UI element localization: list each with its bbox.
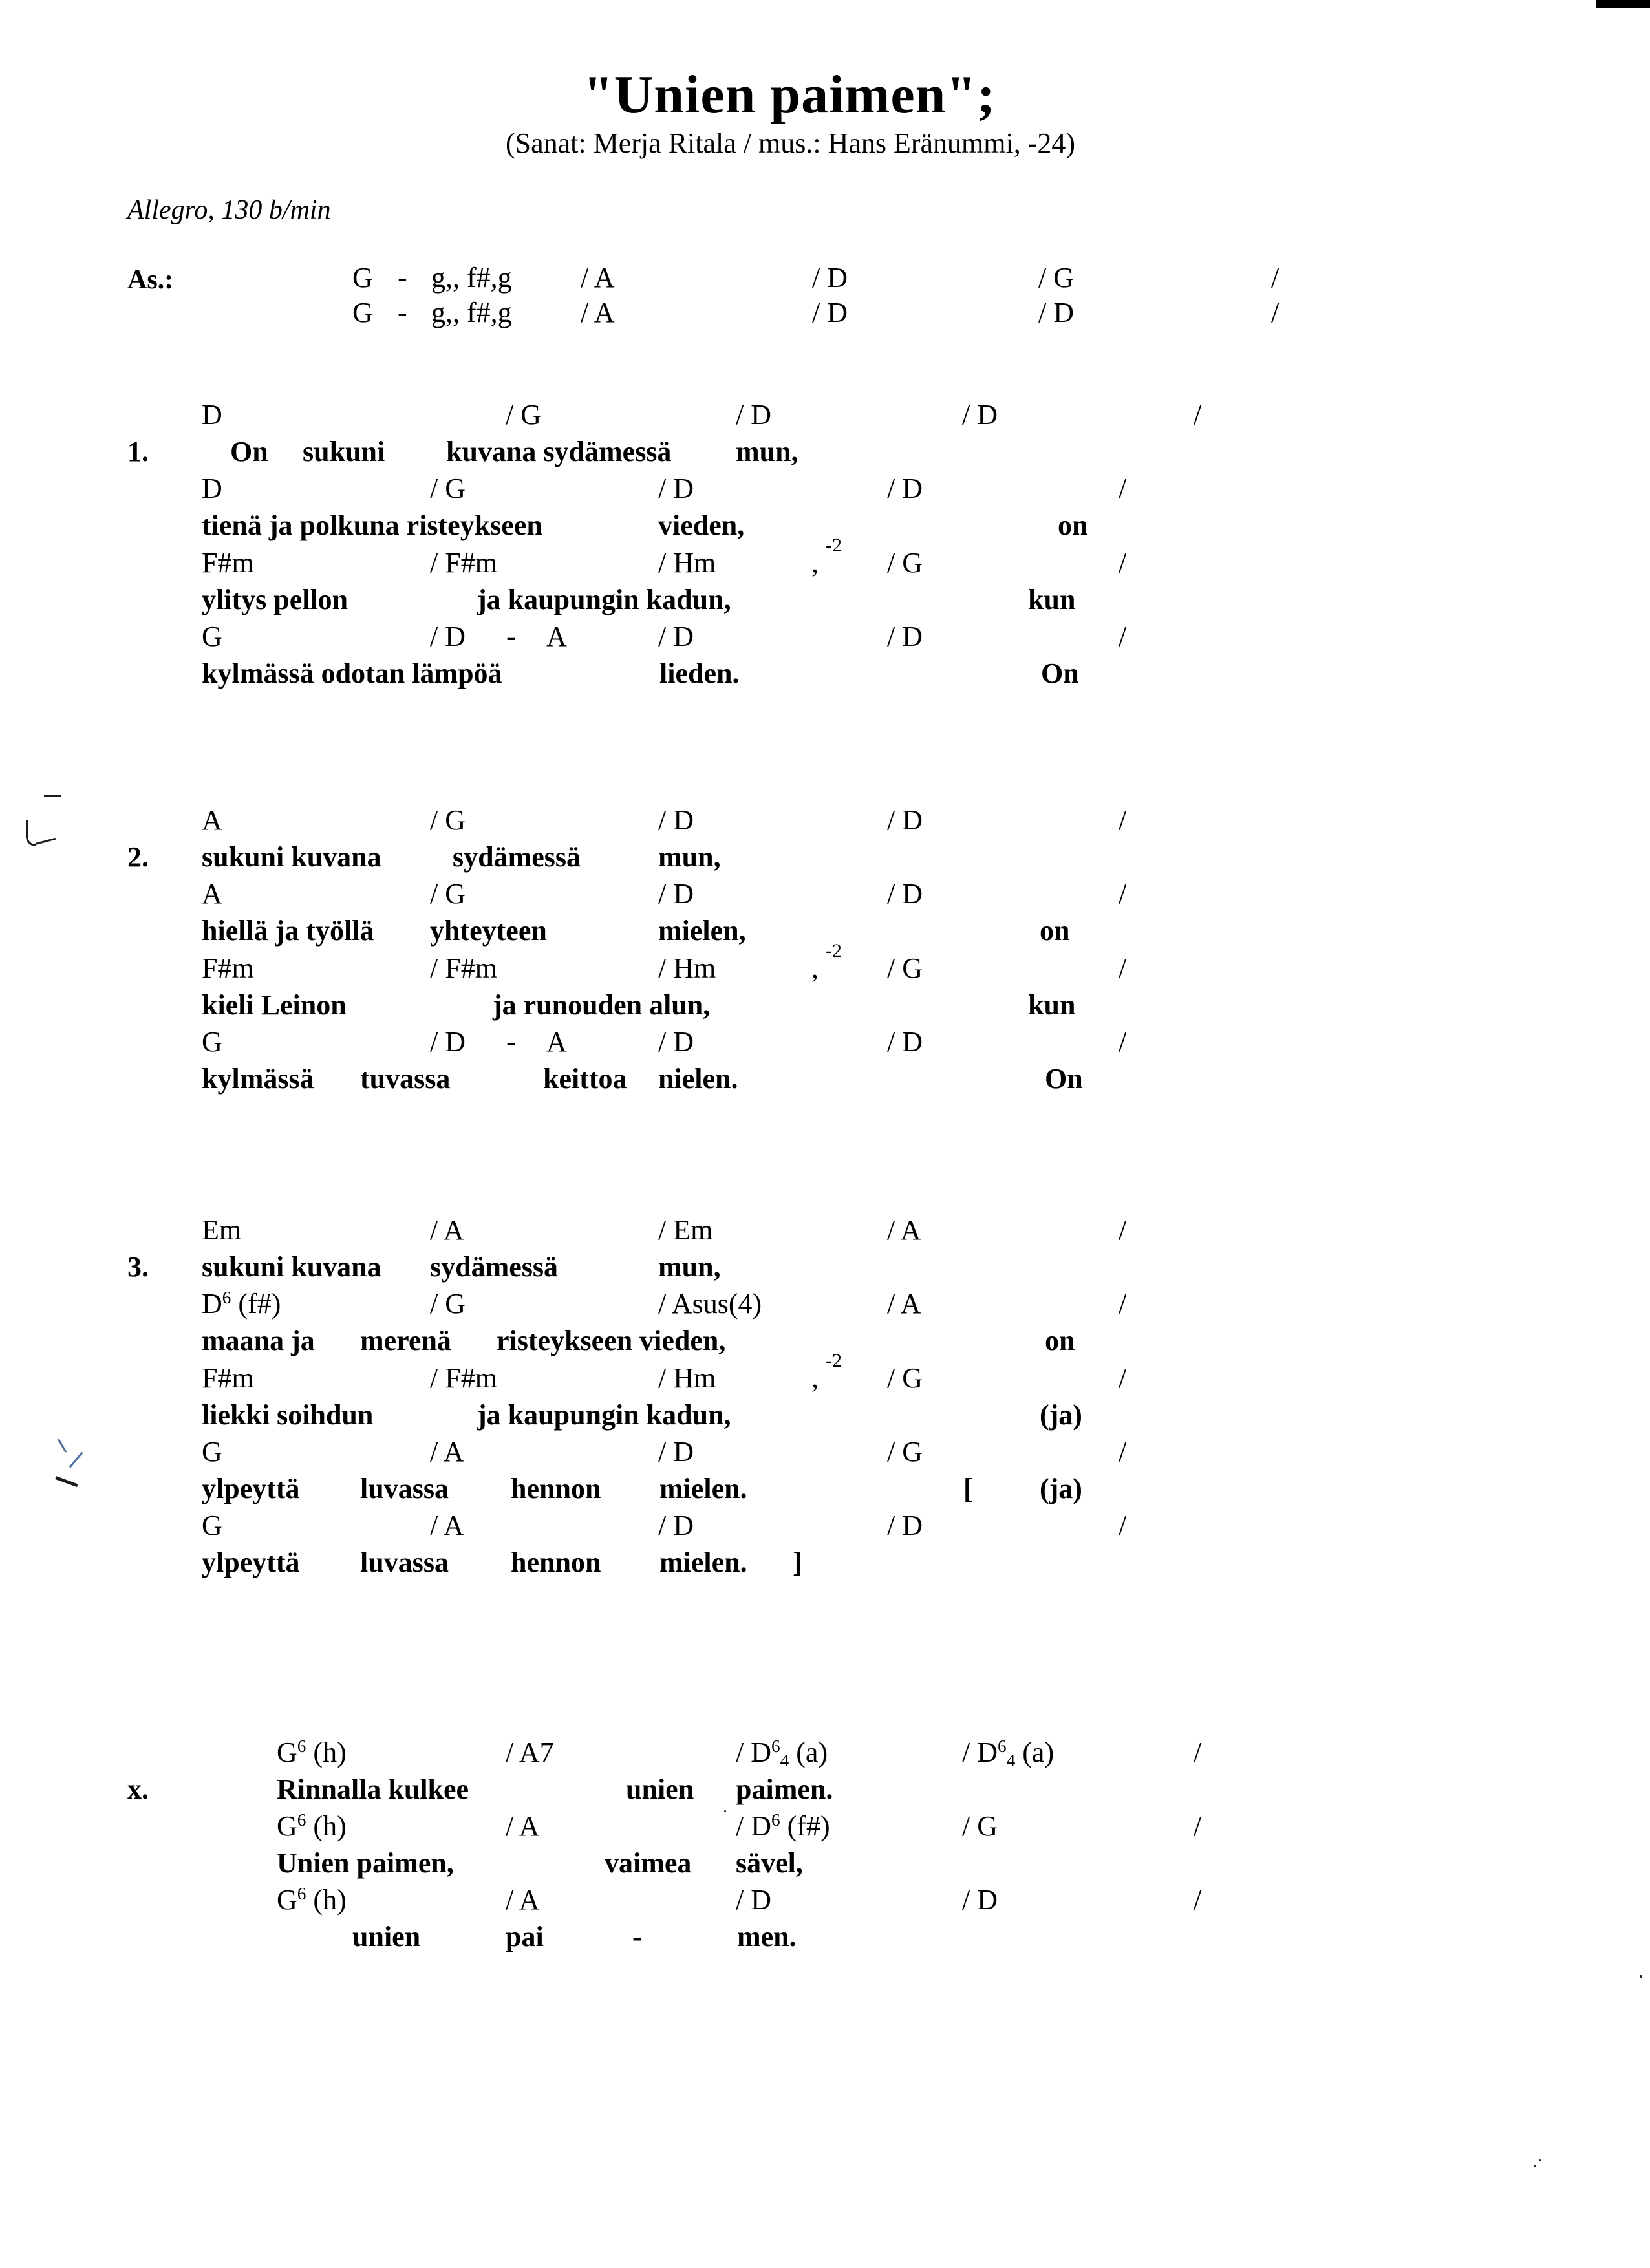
lyric: maana ja xyxy=(202,1325,315,1356)
lyric: mun, xyxy=(736,436,798,467)
chord-subscript: 4 xyxy=(1006,1750,1016,1770)
lyric: kylmässä odotan lämpöä xyxy=(202,658,502,689)
lyric: (ja) xyxy=(1040,1399,1082,1431)
chord: / D xyxy=(430,621,466,652)
chord: G xyxy=(202,1510,222,1541)
chord-bass: (f#) xyxy=(238,1288,281,1320)
lyric: On xyxy=(1041,658,1079,689)
chord: / D xyxy=(962,399,998,431)
chord: / D xyxy=(887,473,923,504)
intro-chord: / D xyxy=(812,297,848,328)
chord-bass: (a) xyxy=(796,1737,828,1768)
margin-ink-mark xyxy=(69,1452,83,1468)
chord-root: / D xyxy=(736,1737,771,1768)
lyric: ylpeyttä xyxy=(202,1546,300,1578)
chord: / D xyxy=(658,878,694,910)
lyric: On xyxy=(1045,1063,1083,1095)
lyric: on xyxy=(1045,1325,1075,1356)
lyric: Rinnalla kulkee xyxy=(277,1773,469,1805)
bar-slash: / xyxy=(1119,1214,1127,1246)
dash: - xyxy=(506,621,516,652)
chord: / Em xyxy=(658,1214,713,1246)
lyric: ja kaupungin kadun, xyxy=(477,1399,731,1431)
intro-notes: g,, f#,g xyxy=(431,262,512,294)
chord: F#m xyxy=(202,952,254,984)
lyric: hennon xyxy=(511,1473,601,1504)
bar-slash: / xyxy=(1119,621,1127,652)
lyric: sydämessä xyxy=(430,1251,559,1283)
lyric: hiellä ja työllä xyxy=(202,915,374,947)
comma-mark: , xyxy=(811,1362,819,1394)
chord: / G xyxy=(887,1436,923,1468)
minus-two-mark: -2 xyxy=(826,940,842,961)
lyric: unien xyxy=(626,1773,694,1805)
chord-bass: (h) xyxy=(313,1884,347,1916)
lyric: mun, xyxy=(658,1251,721,1283)
verse-number: 2. xyxy=(127,841,149,873)
bar-slash: / xyxy=(1119,878,1127,910)
lyric: unien xyxy=(352,1921,421,1952)
scan-speck xyxy=(1534,2165,1536,2167)
bar-slash: / xyxy=(1271,262,1280,294)
chord: / Asus(4) xyxy=(658,1288,762,1320)
chord: / Hm xyxy=(658,952,716,984)
lyric: lieden. xyxy=(659,658,740,689)
chord: / D xyxy=(887,1026,923,1058)
chord-root: D xyxy=(202,1288,222,1320)
lyric: sävel, xyxy=(736,1847,803,1879)
intro-chord: / G xyxy=(1038,262,1074,294)
lyric: ylpeyttä xyxy=(202,1473,300,1504)
chord: / D xyxy=(430,1026,466,1058)
verse-number: 3. xyxy=(127,1251,149,1283)
chord-superscript: 6 xyxy=(771,1737,780,1756)
lyric: risteykseen vieden, xyxy=(497,1325,726,1356)
bar-slash: / xyxy=(1119,952,1127,984)
lyric: keittoa xyxy=(543,1063,627,1095)
intro-notes: g,, f#,g xyxy=(431,297,512,328)
comma-mark: , xyxy=(811,952,819,984)
lyric: vieden, xyxy=(658,509,745,541)
bar-slash: / xyxy=(1119,1288,1127,1320)
lyric: on xyxy=(1040,915,1070,947)
lyric: hennon xyxy=(511,1546,601,1578)
chord: / G xyxy=(962,1810,998,1842)
lyric: mun, xyxy=(658,841,721,873)
lyric: sukuni kuvana xyxy=(202,841,381,873)
lyric: sukuni xyxy=(303,436,385,467)
chord: / G xyxy=(430,473,466,504)
intro-chord: / A xyxy=(581,297,615,328)
bar-slash: / xyxy=(1194,1884,1202,1916)
chord-g6-h xyxy=(277,1812,347,1841)
minus-two-mark: -2 xyxy=(826,1350,842,1371)
lyric: luvassa xyxy=(360,1473,449,1504)
comma-mark: , xyxy=(811,547,819,579)
chord: D xyxy=(202,399,222,431)
chord-bass: (h) xyxy=(313,1737,347,1768)
tempo-marking: Allegro, 130 b/min xyxy=(127,195,331,225)
chord: / G xyxy=(430,1288,466,1320)
lyric: pai xyxy=(506,1921,544,1952)
chord-d64-a xyxy=(962,1737,1055,1770)
lyric: (ja) xyxy=(1040,1473,1082,1504)
chord-bass: (f#) xyxy=(787,1810,830,1842)
chord: / A xyxy=(430,1510,464,1541)
chord: D xyxy=(202,473,222,504)
chord-superscript: 6 xyxy=(297,1810,306,1830)
lyric: yhteyteen xyxy=(430,915,547,947)
chord: / D xyxy=(658,1026,694,1058)
chord-root: / D xyxy=(736,1810,771,1842)
chord: / A xyxy=(430,1436,464,1468)
chord: A xyxy=(546,621,567,652)
chord: / Hm xyxy=(658,1362,716,1394)
chord-d6-f-sharp xyxy=(736,1812,830,1841)
chord: / D xyxy=(962,1884,998,1916)
lyric: - xyxy=(632,1921,642,1952)
lyric: Unien paimen, xyxy=(277,1847,454,1879)
bar-slash: / xyxy=(1119,473,1127,504)
lyric: tienä ja polkuna risteykseen xyxy=(202,509,542,541)
chord-superscript: 6 xyxy=(297,1737,306,1756)
bar-slash: / xyxy=(1119,804,1127,836)
lyric: nielen. xyxy=(658,1063,738,1095)
lyric: merenä xyxy=(360,1325,451,1356)
lyric: On xyxy=(230,436,268,467)
lyric: paimen. xyxy=(736,1773,833,1805)
chord: G xyxy=(202,1436,222,1468)
chord: / D xyxy=(887,621,923,652)
lyric: luvassa xyxy=(360,1546,449,1578)
chord: / D xyxy=(658,1510,694,1541)
chord: / F#m xyxy=(430,1362,497,1394)
margin-ink-mark xyxy=(58,1439,67,1453)
chord: / A xyxy=(430,1214,464,1246)
intro-dash: - xyxy=(398,297,407,328)
chord: / F#m xyxy=(430,547,497,579)
chord: F#m xyxy=(202,547,254,579)
chord: / A xyxy=(506,1884,540,1916)
chord: / F#m xyxy=(430,952,497,984)
chord-g6-h xyxy=(277,1738,347,1767)
lyric: kylmässä xyxy=(202,1063,314,1095)
scan-speck xyxy=(1640,1975,1642,1978)
repeat-bracket-close: ] xyxy=(793,1546,802,1578)
chord-d6-f-sharp xyxy=(202,1290,281,1318)
lyric: mielen. xyxy=(659,1546,747,1578)
bar-slash: / xyxy=(1119,1362,1127,1394)
lyric: mielen. xyxy=(659,1473,747,1504)
chord-bass: (a) xyxy=(1022,1737,1055,1768)
margin-ink-mark xyxy=(55,1476,78,1487)
intro-label: As.: xyxy=(127,265,174,295)
chord-bass: (h) xyxy=(313,1810,347,1842)
bar-slash: / xyxy=(1119,1436,1127,1468)
chord: / A7 xyxy=(506,1737,554,1768)
lyric: liekki soihdun xyxy=(202,1399,374,1431)
bar-slash: / xyxy=(1119,1026,1127,1058)
chord: A xyxy=(546,1026,567,1058)
lyric: kun xyxy=(1028,584,1076,615)
chord-subscript: 4 xyxy=(780,1750,789,1770)
chord-superscript: 6 xyxy=(771,1810,780,1830)
bar-slash: / xyxy=(1194,399,1202,431)
lyric: on xyxy=(1058,509,1088,541)
chord: F#m xyxy=(202,1362,254,1394)
chord: / D xyxy=(887,804,923,836)
chord: / G xyxy=(887,952,923,984)
scan-speck xyxy=(1539,2159,1541,2161)
scan-edge-bar xyxy=(1596,0,1650,8)
chord: / D xyxy=(736,1884,771,1916)
lyric: kieli Leinon xyxy=(202,989,347,1021)
lyric: sydämessä xyxy=(453,841,581,873)
bar-slash: / xyxy=(1119,547,1127,579)
chord: / A xyxy=(887,1214,921,1246)
lyric: kuvana sydämessä xyxy=(446,436,672,467)
lyric: sukuni kuvana xyxy=(202,1251,381,1283)
intro-chord: / A xyxy=(581,262,615,294)
bar-slash: / xyxy=(1194,1737,1202,1768)
lyric: ja runouden alun, xyxy=(493,989,711,1021)
lyric: ylitys pellon xyxy=(202,584,348,615)
lyric: kun xyxy=(1028,989,1076,1021)
chord-superscript: 6 xyxy=(998,1737,1007,1756)
bar-slash: / xyxy=(1194,1810,1202,1842)
lyric: mielen, xyxy=(658,915,746,947)
chord-superscript: 6 xyxy=(222,1288,231,1307)
chord: G xyxy=(202,1026,222,1058)
song-credits: (Sanat: Merja Ritala / mus.: Hans Eränummi, -24) xyxy=(506,127,1076,159)
bar-slash: / xyxy=(1271,297,1280,328)
chord: / D xyxy=(887,878,923,910)
chord: A xyxy=(202,878,222,910)
lyric: tuvassa xyxy=(360,1063,451,1095)
margin-pencil-mark xyxy=(26,820,36,846)
chord-root: G xyxy=(277,1737,297,1768)
refrain-label: x. xyxy=(127,1773,149,1805)
chord-root: / D xyxy=(962,1737,998,1768)
lyric: men. xyxy=(737,1921,797,1952)
chord: / D xyxy=(658,1436,694,1468)
lyric: vaimea xyxy=(605,1847,692,1879)
chord-d64-a xyxy=(736,1737,828,1770)
bar-slash: / xyxy=(1119,1510,1127,1541)
chord: / G xyxy=(887,1362,923,1394)
intro-dash: - xyxy=(398,262,407,294)
chord: / D xyxy=(658,804,694,836)
lyric: ja kaupungin kadun, xyxy=(477,584,731,615)
chord-root: G xyxy=(277,1884,297,1916)
chord: A xyxy=(202,804,222,836)
chord: / G xyxy=(430,878,466,910)
chord: Em xyxy=(202,1214,242,1246)
intro-chord: G xyxy=(352,297,373,328)
chord: / Hm xyxy=(658,547,716,579)
margin-pencil-mark xyxy=(44,795,61,797)
chord: / A xyxy=(887,1288,921,1320)
chord-root: G xyxy=(277,1810,297,1842)
intro-chord: G xyxy=(352,262,373,294)
chord-g6-h xyxy=(277,1886,347,1914)
chord: / D xyxy=(658,621,694,652)
minus-two-mark: -2 xyxy=(826,535,842,556)
chord: / D xyxy=(887,1510,923,1541)
chord: / A xyxy=(506,1810,540,1842)
chord: / G xyxy=(430,804,466,836)
chord: / D xyxy=(736,399,771,431)
scan-speck xyxy=(724,1810,726,1812)
margin-pencil-mark xyxy=(36,838,56,845)
song-title: "Unien paimen"; xyxy=(583,65,996,125)
intro-chord: / D xyxy=(812,262,848,294)
chord-superscript: 6 xyxy=(297,1884,306,1903)
chord: / G xyxy=(506,399,541,431)
intro-chord: / D xyxy=(1038,297,1074,328)
chord: / D xyxy=(658,473,694,504)
dash: - xyxy=(506,1026,516,1058)
chord: G xyxy=(202,621,222,652)
chord: / G xyxy=(887,547,923,579)
repeat-bracket-open: [ xyxy=(963,1473,973,1504)
verse-number: 1. xyxy=(127,436,149,467)
